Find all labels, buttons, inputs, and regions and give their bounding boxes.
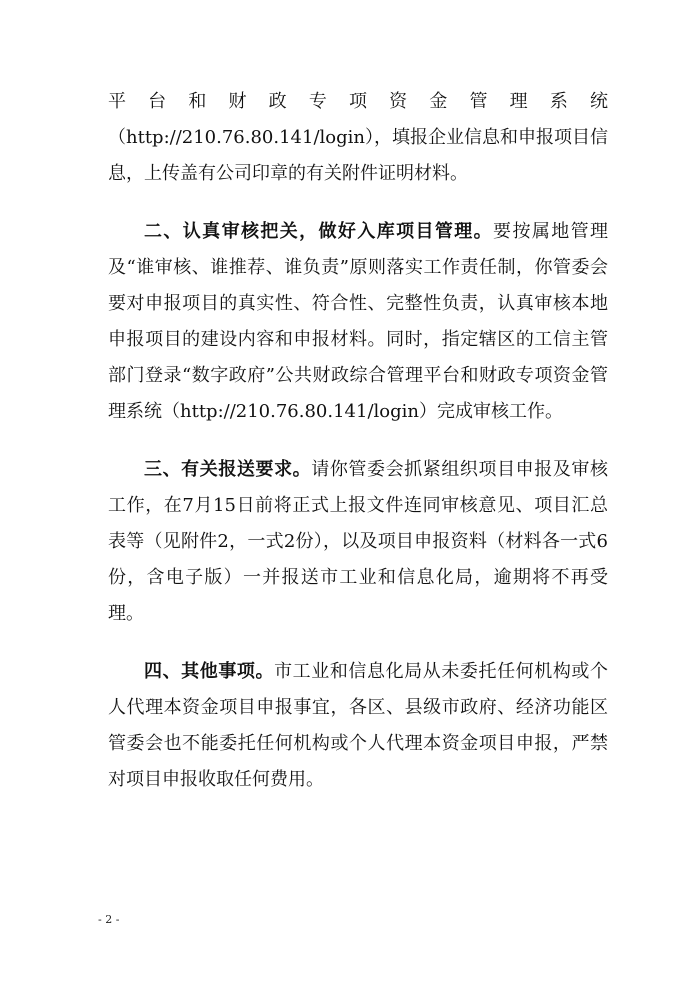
paragraph-text: 请你管委会抓紧组织项目申报及审核工作，在7月15日前将正式上报文件连同审核意见、项目汇总表等（见附件2，一式2份），以及项目申报资料（材料各一式6份，含电子版）一并报送市工业和信息化局，逾期将不再受理。 <box>108 459 608 624</box>
paragraph-section-3 <box>108 452 608 632</box>
section-heading: 四、其他事项。 <box>144 661 275 682</box>
page-number: - 2 - <box>98 913 120 926</box>
paragraph-text: 市工业和信息化局从未委托任何机构或个人代理本资金项目申报事宜，各区、县级市政府、经济功能区管委会也不能委托任何机构或个人代理本资金项目申报，严禁对项目申报收取任何费用。 <box>108 661 609 790</box>
section-heading: 二、认真审核把关，做好入库项目管理。 <box>144 221 494 242</box>
paragraph-text: 平台和财政专项资金管理系统（http://210.76.80.141/login），填报企业信息和申报项目信息，上传盖有公司印章的有关附件证明材料。 <box>108 91 608 184</box>
section-heading: 三、有关报送要求。 <box>144 459 312 480</box>
paragraph-section-2 <box>108 214 608 430</box>
paragraph-continued <box>108 84 608 192</box>
paragraph-section-4 <box>108 654 608 798</box>
paragraph-text: 要按属地管理及“谁审核、谁推荐、谁负责”原则落实工作责任制，你管委会要对申报项目的真实性、符合性、完整性负责，认真审核本地申报项目的建设内容和申报材料。同时，指定辖区的工信主管部门登录“数字政府”公共财政综合管理平台和财政专项资金管理系统（http://210.76.80.141/login）完成审核工作。 <box>108 221 609 422</box>
document-body <box>108 84 608 798</box>
